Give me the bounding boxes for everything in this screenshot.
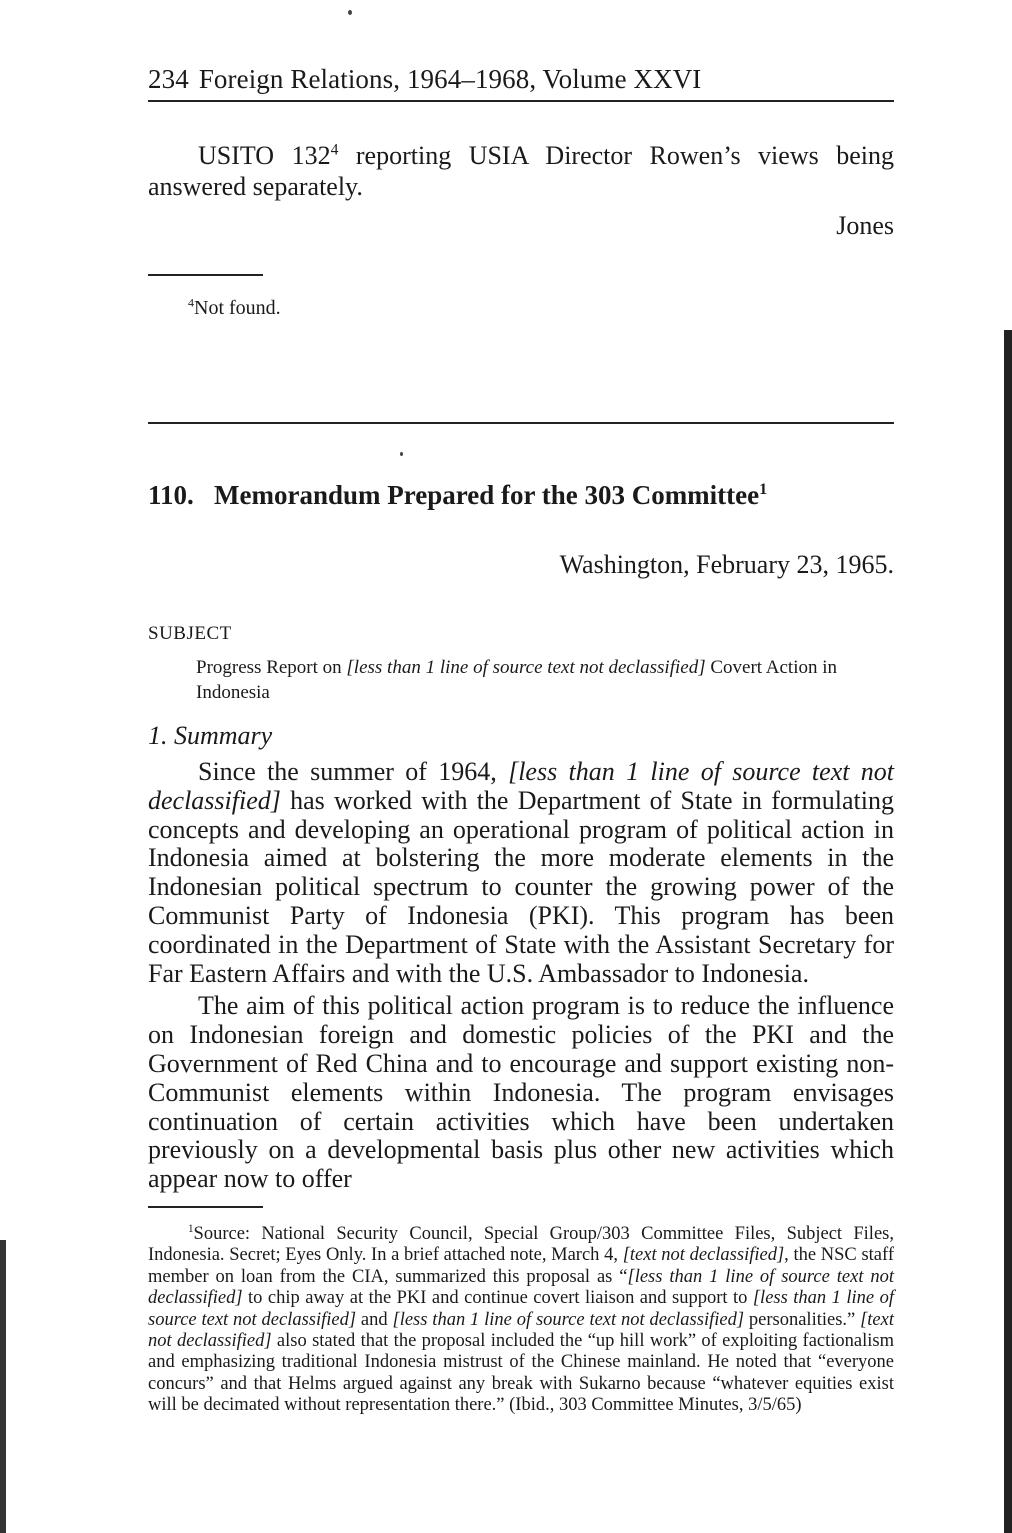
book-title: Foreign Relations, 1964–1968, Volume XXVI [198,64,702,94]
footnote-rule [148,274,263,276]
body-paragraph: Since the summer of 1964, [less than 1 line of source text not declassified] has worked with the Department of State in formulating concepts and developing an operational program of political action in Indonesia aimed at bolstering the more moderate elements in the Indonesian political spectrum to counter the growing power of the Communist Party of Indonesia (PKI). This program has been coordinated in the Department of State with the Assistant Secretary for Far Eastern Affairs and with the U.S. Ambassador to Indonesia. [148,757,895,988]
footnote-4: $^4$Not found. [188,295,281,319]
document-number: 110. [148,480,194,510]
scan-speck [348,10,352,15]
document-body [148,758,894,1198]
scan-edge-shadow-left [0,1240,6,1533]
place-date: Washington, February 23, 1965. [559,550,894,579]
redaction: [less than 1 line of source text not declassified] [148,1288,894,1330]
document-separator-rule [148,422,894,424]
scan-speck [400,452,403,456]
subject-label: SUBJECT [148,623,232,644]
prev-document-paragraph: USITO $132^4$ reporting USIA Director Rowen’s views being answered separately. [148,141,894,201]
note-ref: 4 [330,141,339,159]
running-head [148,64,894,95]
redaction: [text not declassified] [148,1309,894,1352]
redaction: [less than 1 line of source text not declassified] [148,1266,894,1309]
scan-edge-shadow [1004,330,1012,1533]
signature: Jones [836,211,894,240]
prev-document-closing [148,140,894,202]
redaction: [text not declassified] [622,1245,785,1266]
footnote-rule [148,1206,263,1208]
subject-text: Progress Report on [less than 1 line of source text not declassified] Covert Action in Indonesia [196,657,838,703]
redaction: [less than 1 line of source text not declassified] [346,657,706,678]
redaction: [less than 1 line of source text not declassified] [148,757,895,815]
header-rule [148,100,894,102]
page-number: 234 [148,64,189,94]
section-heading: 1. Summary [148,721,273,750]
note-ref: 1 [759,480,768,498]
document-title: 110. Memorandum Prepared for the 303 Committee$^1$ [148,480,768,510]
redaction: [less than 1 line of source text not declassified] [392,1309,745,1330]
footnote-1: $^1$Source: National Security Council, Special Group/303 Committee Files, Subject Files, Indonesia. Secret; Eyes Only. In a brief attached note, March 4, [text not declassified], the NSC staff member on loan from the CIA, summarized this proposal as “[less than 1 line of source text not declassified] to chip away at the PKI and continue covert liaison and support to [less than 1 line of source text not declassified] and [less than 1 line of source text not declassified] personalities.” [text not declassified] also stated that the proposal included the “up hill work” of exploiting factionalism and emphasizing traditional Indonesia mistrust of the Chinese mainland. He noted that “everyone concurs” and that Helms argued against any break with Sukarno because “whatever equities exist will be decimated without representation there.” (Ibid., 303 Committee Minutes, 3/5/65) [148,1222,895,1416]
body-paragraph: The aim of this political action program is to reduce the influence on Indonesian foreign and domestic policies of the PKI and the Government of Red China and to encourage and support existing non-Communist elements within Indonesia. The program envisages continuation of certain activities which have been undertaken previously on a developmental basis plus other new activities which appear now to offer [148,991,894,1194]
